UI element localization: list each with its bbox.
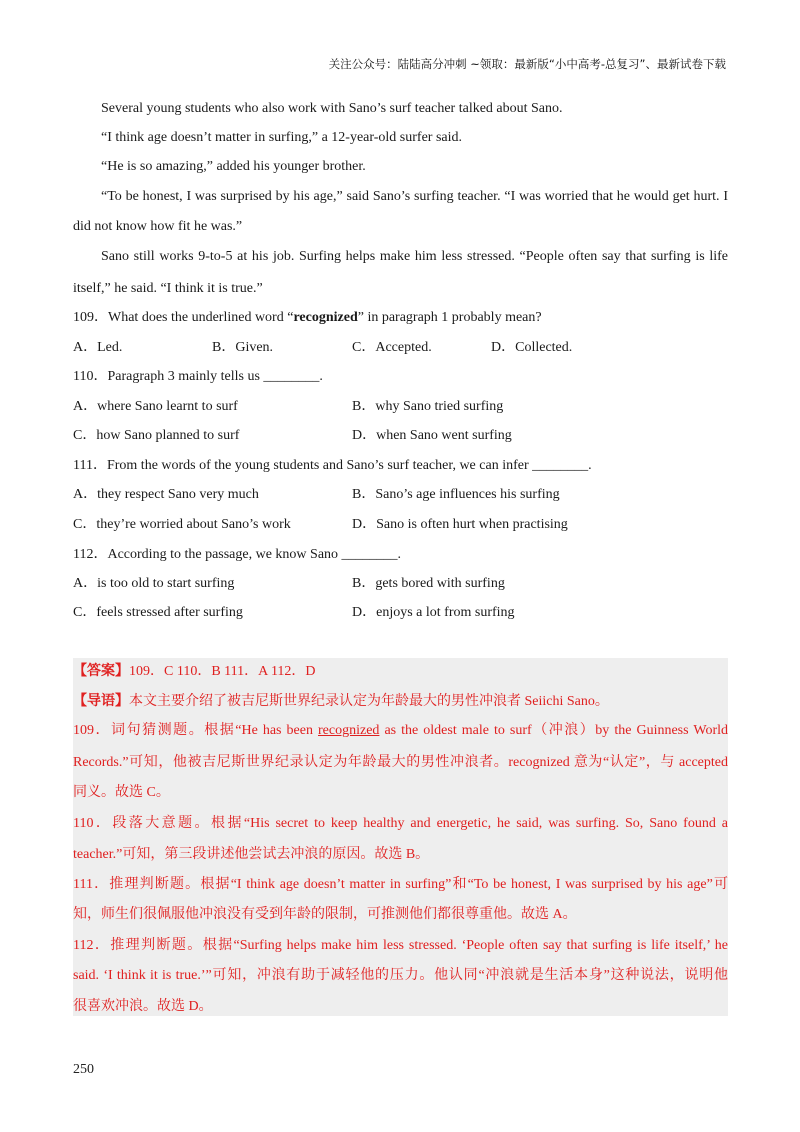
guide-line [73,693,609,711]
option-b: B．gets bored with surfing [352,576,505,591]
page-header: 关注公众号：陆陆高分冲刺 ~领取：最新版“小中高考-总复习”、最新试卷下载 [328,57,726,71]
option-c: C．how Sano planned to surf [73,428,240,443]
explanation-111-line-2: 知，师生们很佩服他冲浪没有受到年龄的限制，可推测他们都很尊重他。故选 A。 [73,907,577,922]
passage-paragraph: itself,” he said. “I think it is true.” [73,281,263,296]
explanation-110-line-2: teacher.”可知，第三段讲述他尝试去冲浪的原因。故选 B。 [73,847,430,862]
passage-paragraph: “To be honest, I was surprised by his age,” said Sano’s surfing teacher. “I was worried that he would get hurt. I [101,189,728,204]
explanation-109-line-1 [73,722,728,740]
explanation-text: as the oldest male to surf（冲浪）by the Guinness World [379,723,728,738]
explanation-112-line-2: said. ‘I think it is true.’”可知，冲浪有助于减轻他的压力。他认同“冲浪就是生活本身”这种说法，说明他 [73,968,728,983]
option-c: C．they’re worried about Sano’s work [73,517,291,532]
option-b: B．Sano’s age influences his surfing [352,487,560,502]
answer-text: 109．C 110．B 111．A 112．D [129,664,316,679]
explanation-110-line-1: 110．段落大意题。根据“His secret to keep healthy and energetic, he said, was surfing. So, Sano found a [73,816,728,831]
option-c: C．feels stressed after surfing [73,605,243,620]
option-a: A．they respect Sano very much [73,487,259,502]
option-a: A．Led. [73,340,123,355]
question-112-stem: 112．According to the passage, we know Sano ________. [73,547,402,562]
passage-paragraph: Several young students who also work with Sano’s surf teacher talked about Sano. [101,101,563,116]
passage-paragraph: “I think age doesn’t matter in surfing,” a 12-year-old surfer said. [101,130,463,145]
option-c: C．Accepted. [352,340,432,355]
option-d: D．Sano is often hurt when practising [352,517,568,532]
explanation-112-line-1: 112．推理判断题。根据“Surfing helps make him less stressed. ‘People often say that surfing is life itself,’ he [73,938,728,953]
underlined-word: recognized [318,723,380,738]
answer-key [73,663,316,681]
question-109-stem [73,309,542,327]
guide-text: 本文主要介绍了被吉尼斯世界纪录认定为年龄最大的男性冲浪者 Seiichi Sano。 [129,694,609,709]
passage-paragraph: “He is so amazing,” added his younger brother. [101,159,366,174]
question-text: ” in paragraph 1 probably mean? [357,310,542,325]
guide-label: 【导语】 [73,694,129,709]
question-111-stem: 111．From the words of the young students and Sano’s surf teacher, we can infer ________. [73,458,592,473]
answer-explanation-box [73,658,728,1016]
answer-label: 【答案】 [73,664,129,679]
option-b: B．Given. [212,340,274,355]
option-a: A．where Sano learnt to surf [73,399,238,414]
option-b: B．why Sano tried surfing [352,399,504,414]
question-text: 109．What does the underlined word “ [73,310,294,325]
option-d: D．Collected. [491,340,573,355]
option-d: D．when Sano went surfing [352,428,512,443]
explanation-112-line-3: 很喜欢冲浪。故选 D。 [73,999,213,1014]
question-110-stem: 110．Paragraph 3 mainly tells us ________. [73,369,323,384]
passage-paragraph: did not know how fit he was.” [73,219,243,234]
option-a: A．is too old to start surfing [73,576,235,591]
question-keyword: recognized [293,310,358,325]
explanation-111-line-1: 111．推理判断题。根据“I think age doesn’t matter in surfing”和“To be honest, I was surprised by his age”可 [73,877,728,892]
option-d: D．enjoys a lot from surfing [352,605,515,620]
page-number: 250 [73,1062,94,1077]
explanation-text: 109．词句猜测题。根据“He has been [73,723,318,738]
passage-paragraph: Sano still works 9-to-5 at his job. Surfing helps make him less stressed. “People often say that surfing is life [101,249,728,264]
explanation-109-line-2: Records.”可知，他被吉尼斯世界纪录认定为年龄最大的男性冲浪者。recognized 意为“认定”，与 accepted [73,755,728,770]
explanation-109-line-3: 同义。故选 C。 [73,785,170,800]
